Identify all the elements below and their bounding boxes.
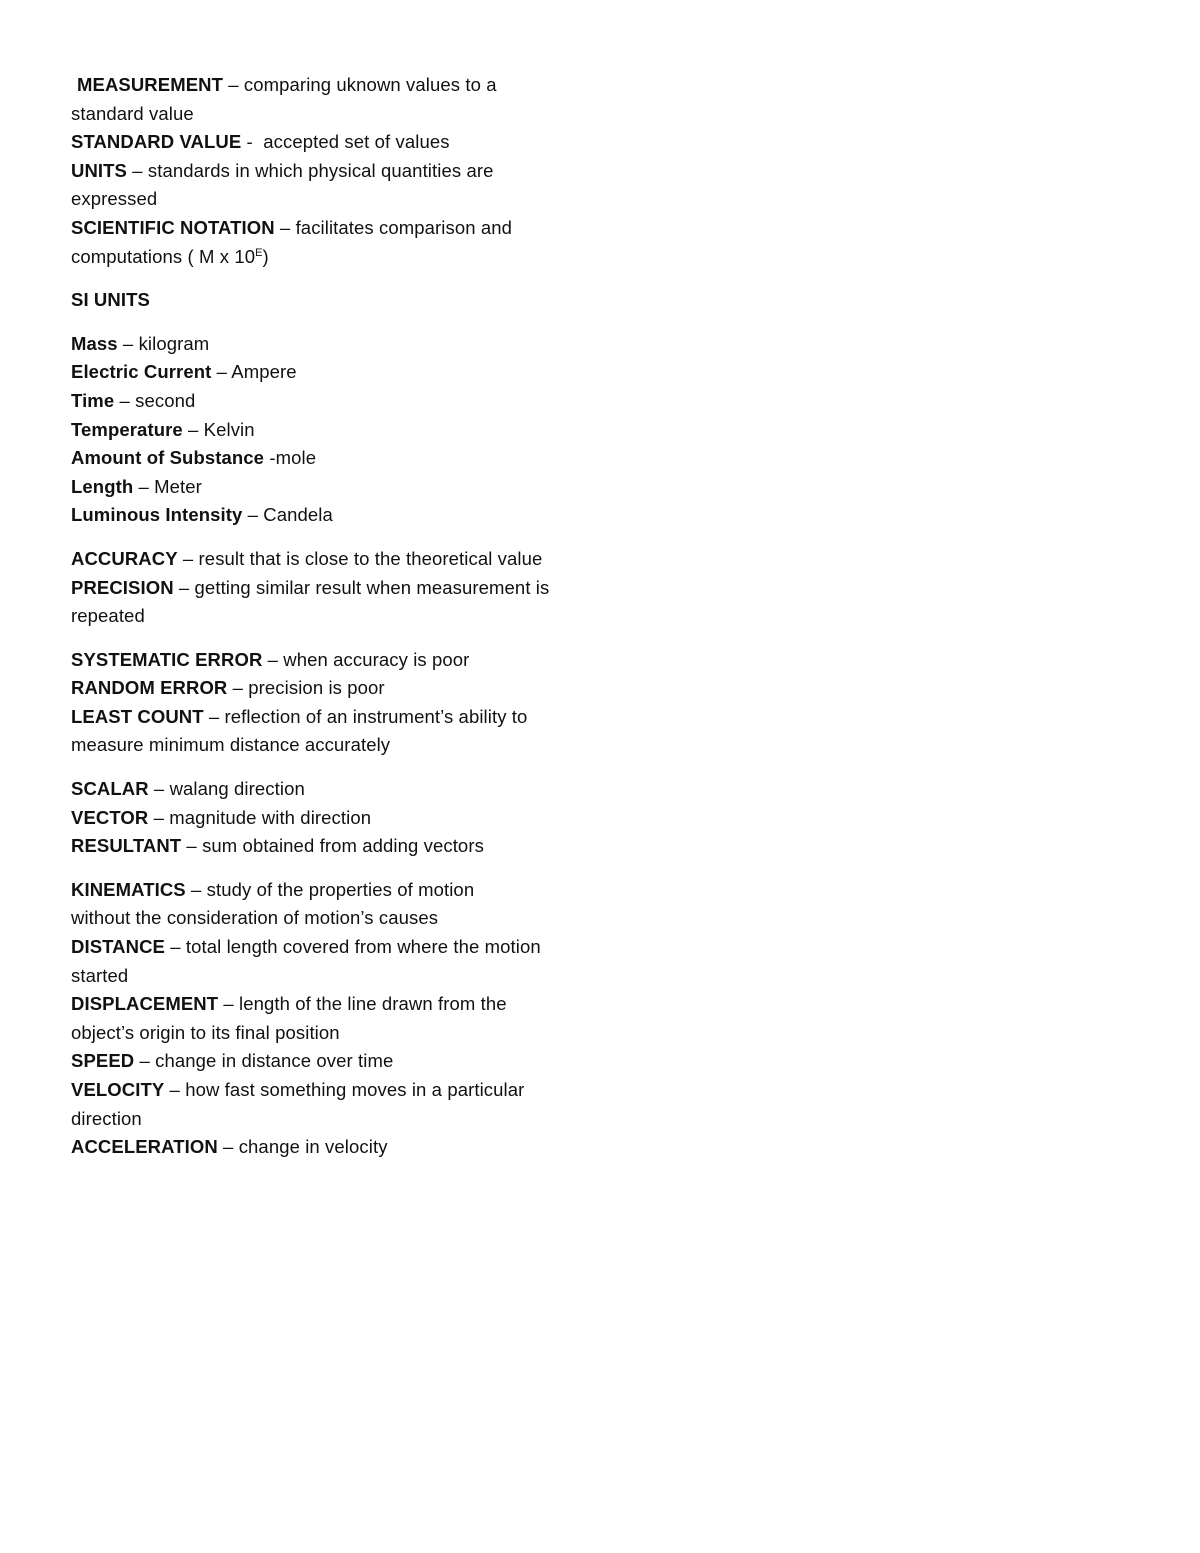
unit-quantity: Electric Current [71, 361, 212, 383]
definition-term: SYSTEMATIC ERROR [71, 648, 263, 670]
unit-separator: – [114, 389, 136, 411]
definition-term: STANDARD VALUE [71, 131, 242, 153]
definition-text: facilitates comparison and [295, 216, 513, 238]
definition-term: SPEED [71, 1050, 135, 1072]
definition-separator: – [164, 1079, 186, 1100]
definition-term: SCALAR [71, 778, 149, 800]
definition-line [71, 775, 591, 804]
list-item [71, 358, 591, 387]
unit-quantity: Time [71, 389, 115, 411]
definition-term: VECTOR [71, 806, 149, 828]
definition-separator: – [274, 216, 296, 238]
definition-line [71, 876, 591, 905]
definition-separator: – [203, 705, 225, 727]
error-definitions [71, 646, 591, 760]
definition-text: study of the properties of motion [206, 878, 475, 900]
definition-text: accepted set of values [263, 131, 450, 153]
definition-continuation: object’s origin to its final position [71, 1021, 340, 1043]
si-units-list [71, 330, 591, 530]
definition-separator: – [148, 778, 170, 800]
definition-term: ACCURACY [71, 547, 178, 569]
list-item [71, 444, 591, 473]
unit-separator: – [117, 332, 139, 354]
definition-term: SCIENTIFIC NOTATION [71, 216, 275, 238]
definition-continuation: measure minimum distance accurately [71, 734, 391, 756]
list-item [71, 416, 591, 445]
definition-line [71, 674, 591, 703]
definition-term: MEASUREMENT [77, 74, 224, 95]
unit-separator: – [133, 475, 155, 497]
definition-text: sum obtained from adding vectors [202, 835, 484, 857]
definition-text: length of the line drawn from the [239, 993, 507, 1015]
definition-line [71, 804, 591, 833]
definition-line [71, 157, 591, 186]
definition-continuation: expressed [71, 188, 158, 210]
definition-separator: – [223, 74, 244, 95]
definition-continuation: without the consideration of motion’s causes [71, 907, 439, 929]
unit-quantity: Amount of Substance [71, 447, 265, 469]
definition-line [71, 1133, 591, 1162]
definition-separator: – [227, 677, 249, 699]
definition-separator: – [217, 1136, 239, 1158]
unit-quantity: Mass [71, 332, 118, 354]
definition-continuation: standard value [71, 102, 194, 124]
definition-line [71, 646, 591, 675]
definition-term: ACCELERATION [71, 1136, 218, 1158]
definition-continuation: started [71, 964, 129, 986]
definition-separator: – [218, 993, 240, 1015]
definition-separator: – [148, 806, 170, 828]
definition-separator: – [181, 835, 203, 857]
accuracy-precision-definitions [71, 545, 591, 631]
definition-separator: – [185, 878, 207, 900]
definition-term: DISTANCE [71, 936, 165, 958]
definition-line [71, 990, 591, 1019]
unit-name: Candela [263, 504, 333, 526]
list-item [71, 501, 591, 530]
definition-text: comparing uknown values to a [243, 74, 497, 95]
definition-text: reflection of an instrument’s ability to [224, 705, 528, 727]
definition-separator: - [241, 131, 264, 153]
definition-text: total length covered from where the motion [185, 936, 541, 958]
definition-term: VELOCITY [71, 1079, 165, 1100]
measurement-definitions [71, 71, 591, 271]
definition-continuation: repeated [71, 605, 145, 627]
list-item [71, 387, 591, 416]
definition-line [71, 703, 591, 732]
definition-term: KINEMATICS [71, 878, 186, 900]
definition-text: standards in which physical quantities are [147, 159, 494, 181]
definition-line [71, 1076, 591, 1105]
definition-text: result that is close to the theoretical value [198, 547, 543, 569]
notation-exponent: E [255, 246, 263, 259]
definition-term: PRECISION [71, 576, 174, 598]
definition-separator: – [127, 159, 148, 181]
section-heading: SI UNITS [71, 289, 150, 311]
vector-definitions [71, 775, 591, 861]
unit-name: Ampere [231, 361, 297, 383]
unit-name: kilogram [138, 332, 210, 354]
definition-text: change in distance over time [155, 1050, 394, 1072]
definition-line [71, 1047, 591, 1076]
definition-separator: – [165, 936, 186, 958]
definition-text: how fast something moves in a particular [185, 1079, 525, 1100]
unit-name: Kelvin [203, 418, 255, 440]
unit-separator: – [242, 504, 264, 526]
definition-text: walang direction [169, 778, 305, 800]
unit-separator: – [182, 418, 204, 440]
list-item [71, 330, 591, 359]
definition-line [71, 128, 591, 157]
definition-text: when accuracy is poor [283, 648, 470, 670]
definition-separator: – [177, 547, 199, 569]
definition-line [71, 545, 591, 574]
unit-quantity: Length [71, 475, 134, 497]
definition-separator: – [262, 648, 284, 670]
definition-term: UNITS [71, 159, 127, 181]
unit-quantity: Temperature [71, 418, 183, 440]
kinematics-definitions [71, 876, 591, 1162]
definition-text: getting similar result when measurement is [194, 576, 550, 598]
definition-text: change in velocity [238, 1136, 388, 1158]
definition-text: precision is poor [248, 677, 385, 699]
definition-term: LEAST COUNT [71, 705, 204, 727]
definition-line [71, 832, 591, 861]
definition-line [71, 71, 591, 100]
definition-text: magnitude with direction [169, 806, 372, 828]
definition-continuation: direction [71, 1107, 142, 1129]
definition-line [71, 933, 591, 962]
definition-term: DISPLACEMENT [71, 993, 219, 1015]
si-units-heading-block [71, 286, 591, 315]
definition-term: RESULTANT [71, 835, 182, 857]
definition-line [71, 214, 591, 243]
unit-separator: - [264, 447, 276, 469]
definition-separator: – [134, 1050, 156, 1072]
document-page [71, 71, 591, 1162]
definition-line [71, 574, 591, 603]
unit-quantity: Luminous Intensity [71, 504, 243, 526]
definition-continuation [71, 243, 591, 272]
notation-close: ) [262, 245, 269, 267]
definition-term: RANDOM ERROR [71, 677, 228, 699]
notation-text: computations ( M x 10 [71, 245, 256, 267]
unit-name: Meter [154, 475, 202, 497]
unit-name: second [135, 389, 196, 411]
unit-name: mole [275, 447, 317, 469]
list-item [71, 473, 591, 502]
unit-separator: – [211, 361, 232, 383]
definition-separator: – [173, 576, 195, 598]
